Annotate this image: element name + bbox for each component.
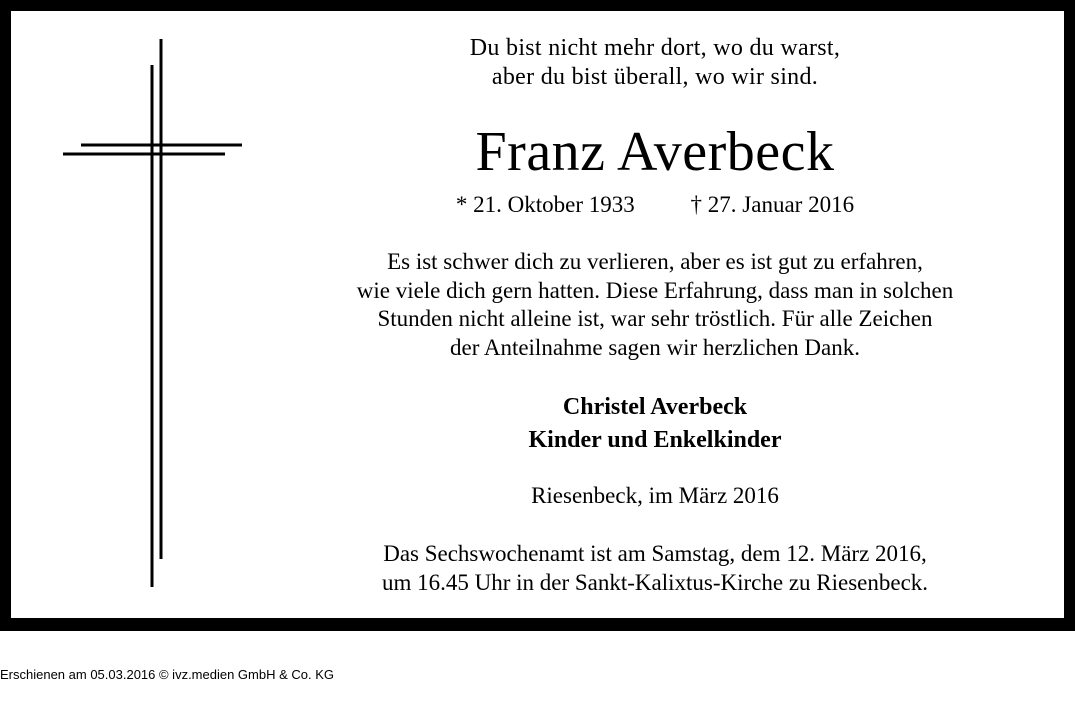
motto: [281, 34, 1029, 92]
family-line: Christel Averbeck: [562, 394, 748, 420]
thanks-line: wie viele dich gern hatten. Diese Erfahrung, dass man in solchen: [356, 277, 954, 303]
deceased-name: Franz Averbeck: [475, 121, 835, 183]
thanks-text: [281, 248, 1029, 362]
service-line: Das Sechswochenamt ist am Samstag, dem 12. März 2016,: [383, 541, 927, 566]
life-dates: [281, 191, 1029, 219]
place-date: Riesenbeck, im März 2016: [531, 483, 779, 508]
service-line: um 16.45 Uhr in der Sankt-Kalixtus-Kirche zu Riesenbeck.: [381, 570, 929, 595]
notice-text: [281, 11, 1029, 618]
service-info: [281, 539, 1029, 597]
death-date: † 27. Januar 2016: [690, 192, 855, 217]
thanks-line: der Anteilnahme sagen wir herzlichen Dank.: [449, 334, 860, 360]
cross-icon: [11, 11, 271, 618]
thanks-line: Es ist schwer dich zu verlieren, aber es ist gut zu erfahren,: [387, 249, 923, 274]
thanks-line: Stunden nicht alleine ist, war sehr tröstlich. Für alle Zeichen: [377, 306, 933, 331]
publication-footer: Erschienen am 05.03.2016 © ivz.medien GmbH & Co. KG: [0, 667, 335, 682]
birth-date: * 21. Oktober 1933: [455, 192, 635, 217]
family-signature: [281, 391, 1029, 457]
notice-content: [11, 11, 1064, 618]
motto-line: Du bist nicht mehr dort, wo du warst,: [469, 35, 841, 61]
family-line: Kinder und Enkelkinder: [528, 427, 782, 453]
motto-line: aber du bist überall, wo wir sind.: [491, 64, 819, 90]
